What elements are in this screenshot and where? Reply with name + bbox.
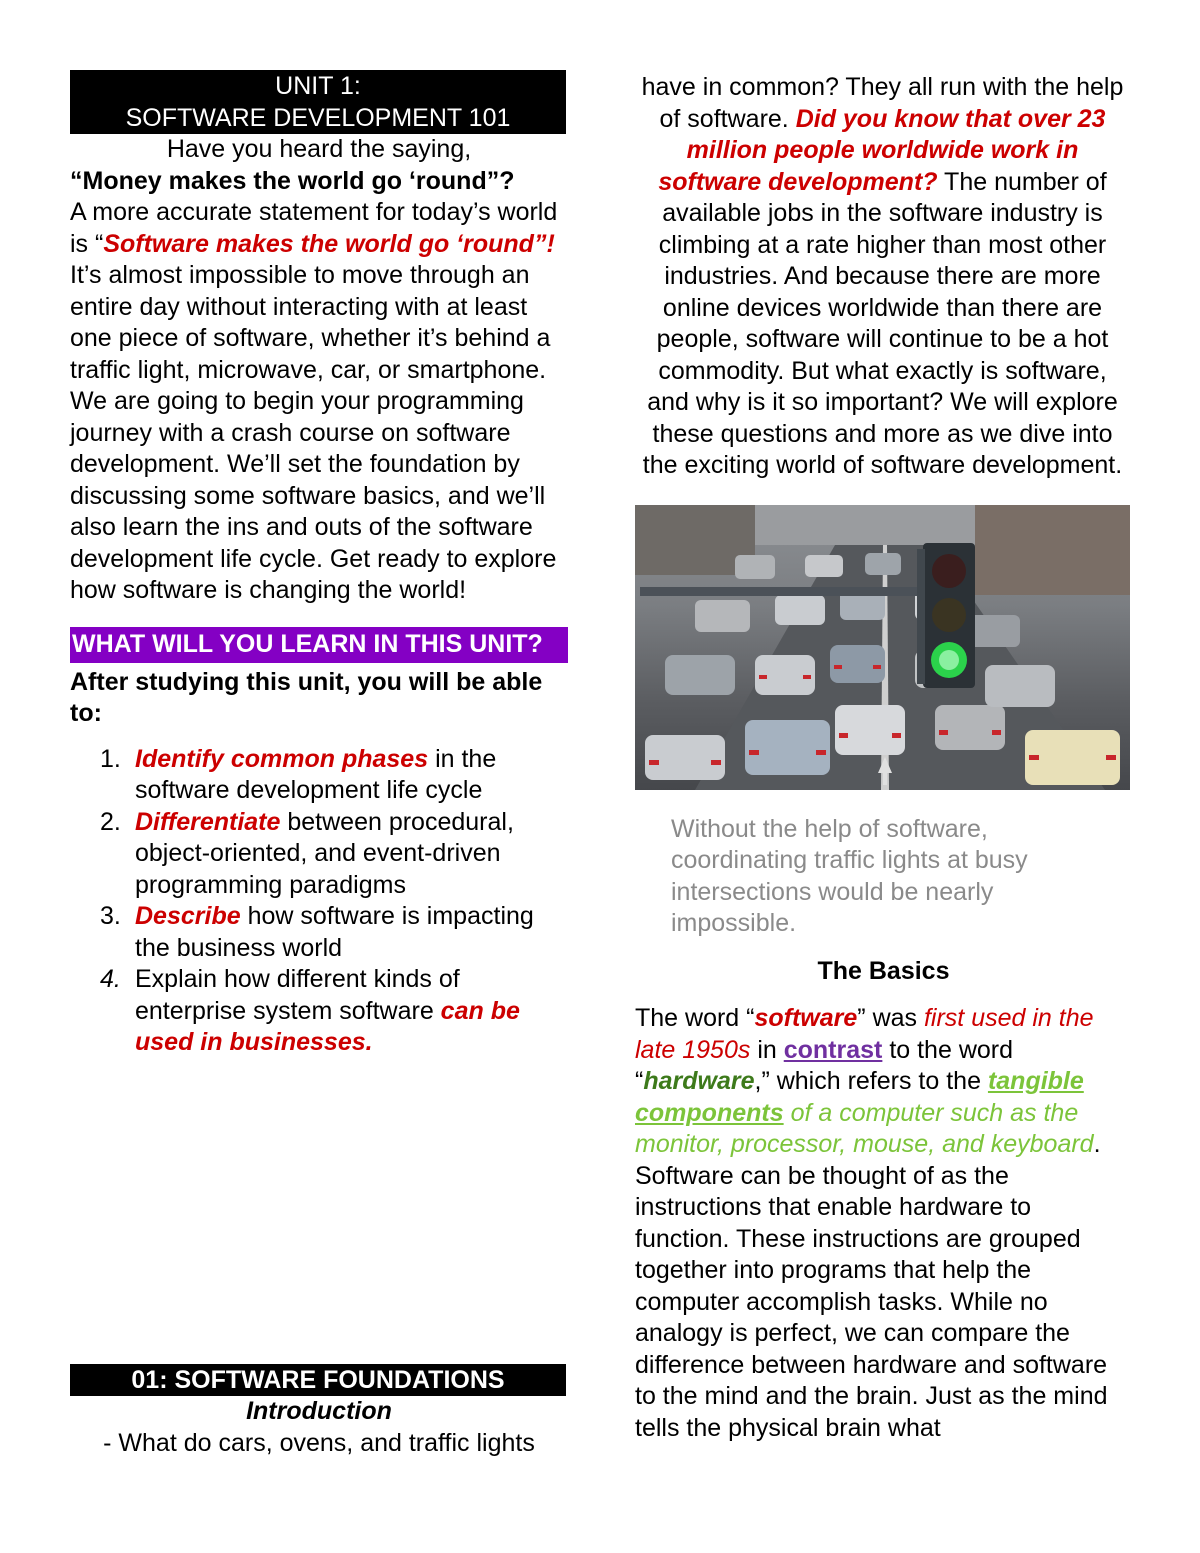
right-intro-paragraph xyxy=(635,72,1130,482)
basics-heading: The Basics xyxy=(817,956,950,985)
objective-number: 3. xyxy=(100,902,121,930)
right-text-b: The number of available jobs in the software industry is climbing at a rate higher than most other industries. And because there are more online devices worldwide than there are people, software will continue to be a hot commodity. But what exactly is software, and why is it so important? We will explore these questions and more as we dive into the exciting world of software development. xyxy=(642,167,1123,479)
objective-emphasis: Describe xyxy=(135,902,241,930)
objective-item xyxy=(70,744,568,807)
right-emphasis: Did you know that over 23 million people worldwide work in software development? xyxy=(658,104,1106,196)
contrast-link[interactable]: contrast xyxy=(783,1035,883,1064)
right-column xyxy=(635,72,1130,1444)
intro-text-e: software development life cycle. Get ready to explore how software is changing the world! xyxy=(70,513,557,604)
foundations-section xyxy=(70,1364,568,1459)
traffic-light-illustration xyxy=(635,505,1130,790)
objective-text: in the software development life cycle xyxy=(135,744,497,804)
objective-item xyxy=(70,901,568,964)
objective-item xyxy=(70,964,568,1059)
components-examples: of a computer such as the monitor, processor, mouse, and keyboard xyxy=(635,1098,1094,1158)
unit-banner-line2: SOFTWARE DEVELOPMENT 101 xyxy=(125,104,511,132)
basics-text-1: The word “ xyxy=(635,1004,755,1032)
objective-item xyxy=(70,807,568,902)
traffic-photo xyxy=(635,505,1130,790)
intro-text-bold3: we’ll also learn the ins and outs of the xyxy=(70,481,546,541)
objective-text: between procedural, object-oriented, and event-driven programming paradigms xyxy=(135,807,514,899)
intro-text-bold1: whether it’s behind a traffic light xyxy=(70,324,551,384)
intro-paragraph xyxy=(70,197,568,607)
introduction-text: - What do cars, ovens, and traffic lights xyxy=(103,1428,535,1457)
objective-emphasis: Identify common phases xyxy=(135,744,429,773)
objective-emphasis: can be used in businesses. xyxy=(135,996,520,1056)
tangible-components-link[interactable]: tangible components xyxy=(635,1067,1084,1127)
foundations-banner: 01: SOFTWARE FOUNDATIONS xyxy=(70,1364,566,1396)
intro-text-a: A more accurate statement for today’s world is “ xyxy=(70,198,558,258)
intro-text-b: It’s almost impossible to move through an entire day without interacting with at least one piece of software, xyxy=(70,261,530,352)
learn-banner: WHAT WILL YOU LEARN IN THIS UNIT? xyxy=(70,627,568,663)
intro-text-bold2: development. We’ll set the foundation xyxy=(70,450,487,478)
objective-text: how software is impacting the business world xyxy=(135,902,534,962)
objective-number: 1. xyxy=(100,744,121,773)
objective-number: 4. xyxy=(100,965,121,993)
basics-text-2: ” was xyxy=(857,1004,924,1032)
basics-paragraph xyxy=(635,1003,1130,1444)
intro-text-c: , microwave, car, or smartphone. We are going to begin your programming journey with a crash course on software xyxy=(70,355,547,447)
intro-line: Have you heard the saying, xyxy=(166,135,472,163)
unit-banner xyxy=(70,70,566,134)
first-used-emphasis: first used in the late 1950s xyxy=(635,1004,1094,1064)
intro-saying: “Money makes the world go ‘round”? xyxy=(70,166,515,195)
right-text-a: have in common? They all run with the help of software. xyxy=(641,73,1124,133)
unit-banner-line1: UNIT 1: xyxy=(275,72,361,100)
left-column xyxy=(70,70,568,1059)
objectives-list xyxy=(70,744,568,1059)
basics-text-3: in xyxy=(750,1035,784,1064)
objective-text: Explain how different kinds of enterprise system software xyxy=(135,965,460,1025)
intro-text-d: by discussing some software basics, and xyxy=(70,450,520,510)
photo-caption: Without the help of software, coordinating traffic lights at busy intersections would be nearly impossible. xyxy=(671,814,1028,937)
basics-text-7: . Software can be thought of as the instructions that enable hardware to function. These instructions are grouped together into programs that help the computer accomplish tasks. While no analogy is perfect, we can compare the difference between hardware and software to the mind and the brain. Just as the mind tells the physical brain what xyxy=(635,1130,1108,1442)
term-software: software xyxy=(754,1004,858,1032)
objective-number: 2. xyxy=(100,807,121,836)
basics-text-5: ,” which refers to the xyxy=(754,1067,988,1095)
after-studying: After studying this unit, you will be able to: xyxy=(70,667,543,727)
basics-text-4: to the word “ xyxy=(635,1035,1014,1095)
objective-emphasis: Differentiate xyxy=(135,807,281,836)
introduction-heading: Introduction xyxy=(246,1397,392,1425)
intro-emphasis: Software makes the world go ‘round”! xyxy=(103,229,555,258)
term-hardware: hardware xyxy=(643,1067,755,1095)
